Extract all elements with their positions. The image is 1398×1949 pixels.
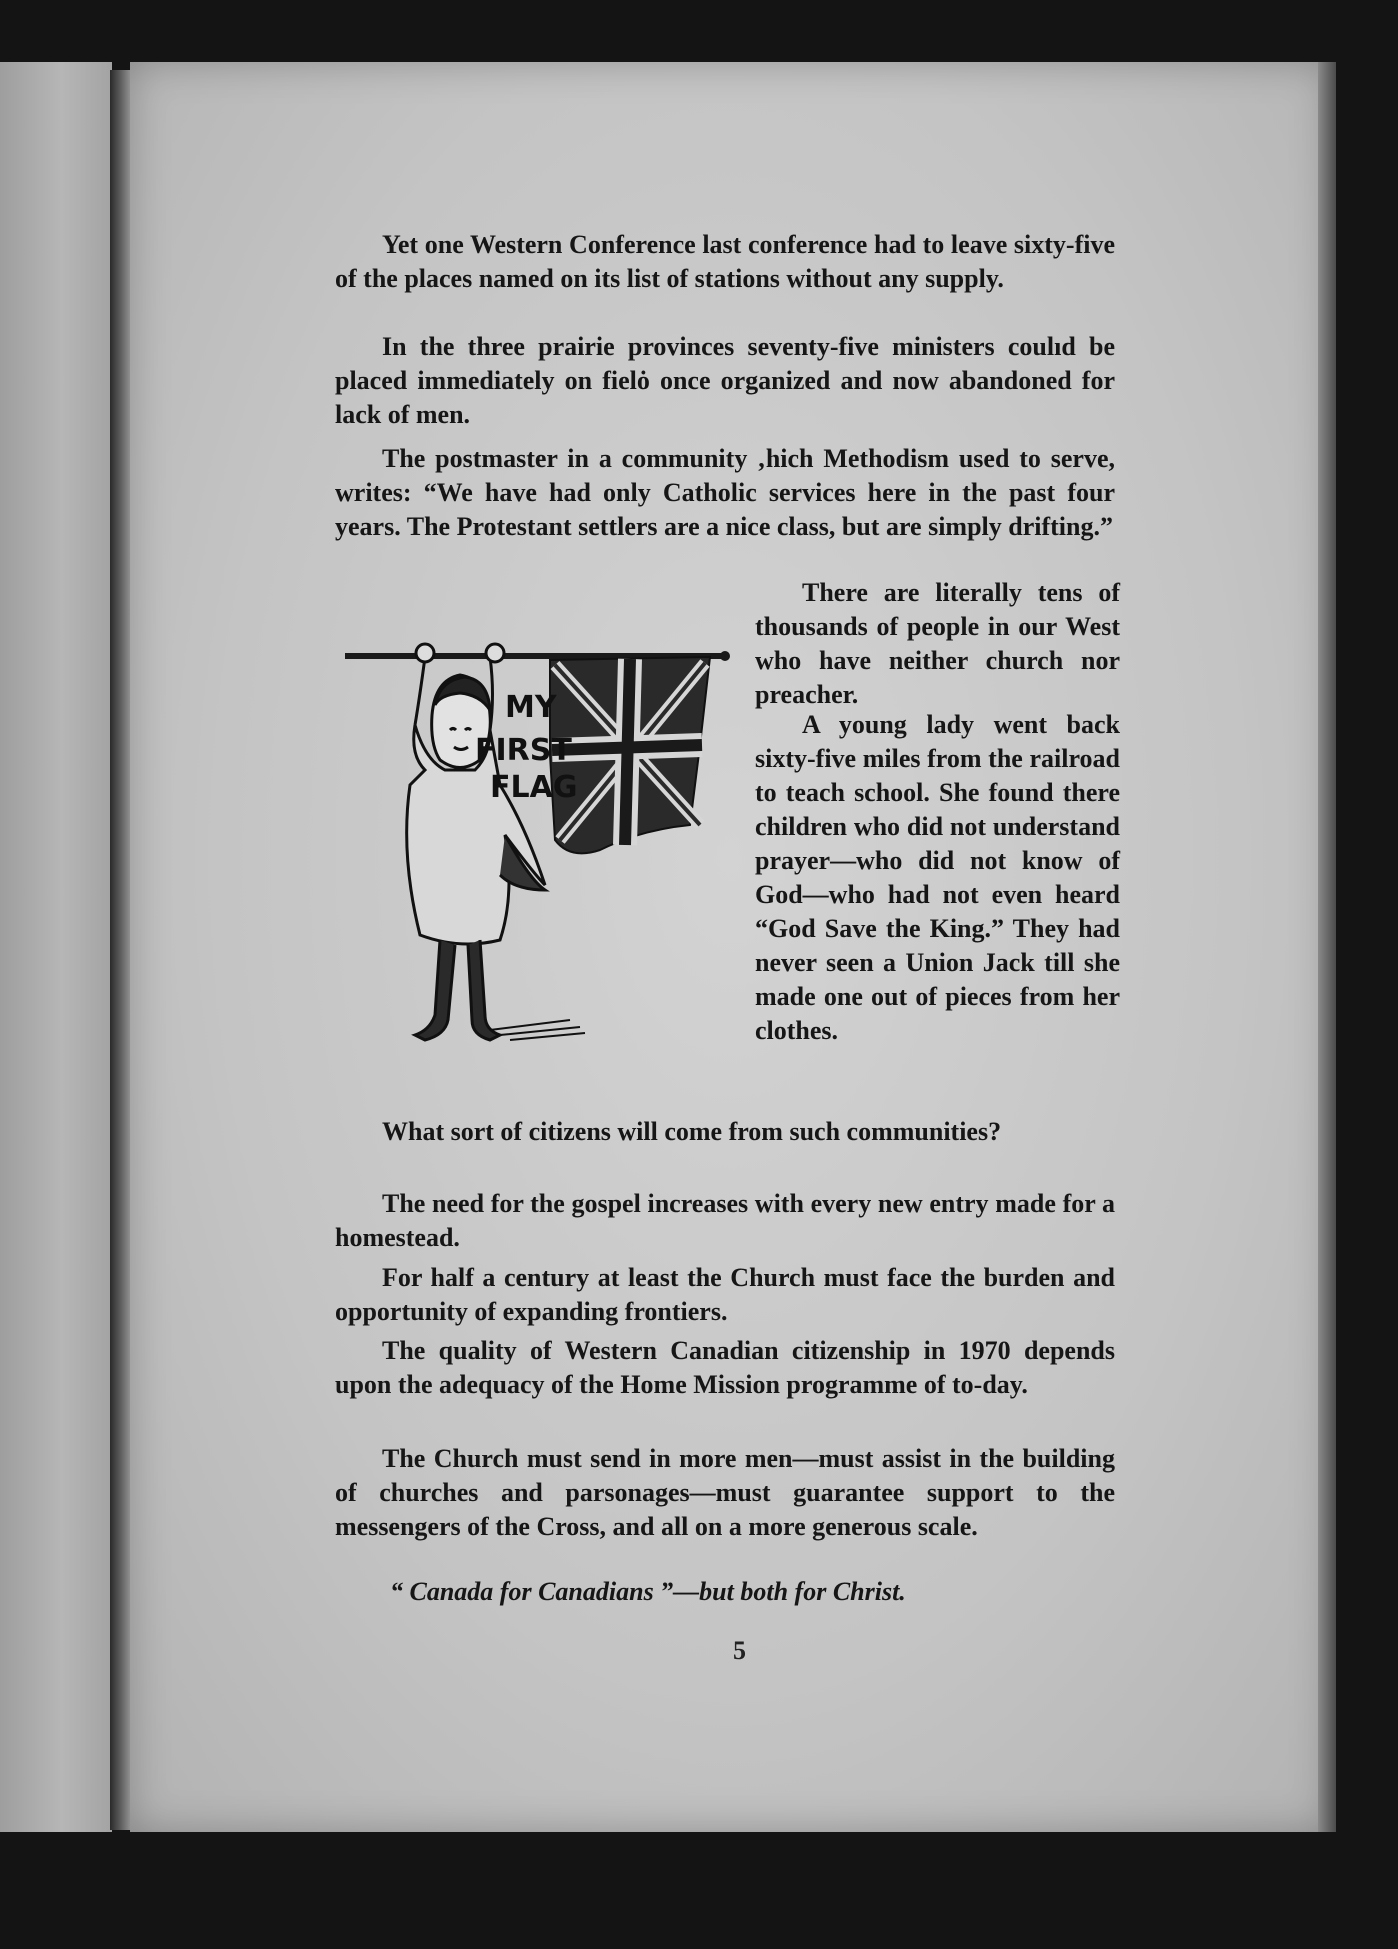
caption-line-my: MY — [505, 690, 557, 725]
caption-line-first: FIRST — [475, 733, 572, 768]
left-page-edge — [0, 62, 112, 1832]
girl-with-flag-illustration — [340, 635, 740, 1085]
motto-line: “ Canada for Canadians ”—but both for Christ. — [390, 1577, 906, 1606]
page-number: 5 — [733, 1636, 746, 1665]
right-page-edge — [1318, 62, 1336, 1832]
book-gutter — [110, 70, 132, 1830]
paragraph-postmaster: The postmaster in a community ‚hich Methodism used to serve, writes: “We have had only Catholic services here in the past four years. The Protestant settlers are a nice class, but are simply drifting.” — [335, 444, 1115, 541]
paragraph-prairie-provinces: In the three prairie provinces seventy-five ministers coulıd be placed immediately on fielȯ once organized and now abandoned for lack of men. — [335, 332, 1115, 429]
paragraph-western-conference: Yet one Western Conference last conference had to leave sixty-five of the places named on its list of stations without any supply. — [335, 230, 1115, 293]
paragraph-need-for-gospel: The need for the gospel increases with every new entry made for a homestead. — [335, 1189, 1115, 1252]
paragraph-citizens: What sort of citizens will come from such communities? — [382, 1117, 1002, 1146]
paragraph-literally-tens: There are literally tens of thousands of people in our West who have neither church nor preacher. — [755, 578, 1120, 709]
caption-line-flag: FLAG — [490, 770, 578, 805]
paragraph-quality-citizenship: The quality of Western Canadian citizenship in 1970 depends upon the adequacy of the Home Mission programme of to-day. — [335, 1336, 1115, 1399]
paragraph-church-must-send: The Church must send in more men—must assist in the building of churches and parsonages—must guarantee support to the messengers of the Cross, and all on a more generous scale. — [335, 1444, 1115, 1541]
paragraph-half-century: For half a century at least the Church must face the burden and opportunity of expanding frontiers. — [335, 1263, 1115, 1326]
union-jack-flag-icon — [550, 657, 710, 853]
paragraph-young-lady: A young lady went back sixty-five miles from the railroad to teach school. She found there children who did not understand prayer—who did not know of God—who had not even heard “God Save the King.” They had never seen a Union Jack till she made one out of pieces from her clothes. — [755, 710, 1120, 1045]
